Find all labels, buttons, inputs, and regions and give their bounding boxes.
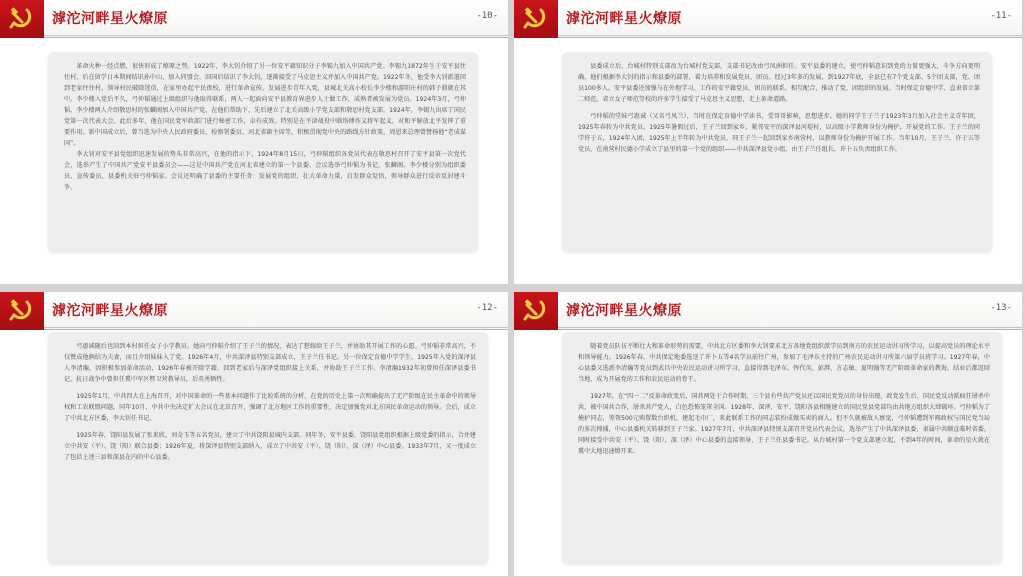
page-number: -11- [990, 11, 1012, 21]
text-card [562, 52, 992, 252]
slide-title: 滹沱河畔星火燎原 [566, 11, 682, 27]
paragraph: 县委成立后，台城村特别支部改为台城村党支部，支部书记改由弓凤洲担任。安平县委的建立，使弓仲韬意识到党的力量更强大，斗争方向更明确。他们根据李大钊的指示和县委的部署，着力培养和发展党员、团员。经过3年多的发展，到1927年底，全县已有7个党支部、5个团支部，党、团员100多人。安平县委还加强与在外地学习、工作的安平籍党员、团员的联系，相互配合，推动了党、团组织的发展。当时保定育德中学、直隶省立第二师范、省立女子师范等校的许多学生接受了马克思主义思想，走上革命道路。 [578, 63, 980, 103]
emblem-box [0, 292, 44, 330]
paragraph: 1927年，在“四一二”反革命政变后，国共两处于合作时期，三个县有些共产党员还以国民党党员的身份出现，政党发生后，国民党反动派疯狂屠杀中共，被中国共合作，屠杀共产党人，白色恐怖笼罩全国。1928年，深泽、安平、饶阳各县相继建立的国民党县党部均由共地方组织大肆破坏。弓仲韬为了掩护同志，筹资500元购置数台织机，建起毛巾厂，来此联系工作的同志装扮成做买卖的商人。但不久就被敌人察觉，弓仲韬遭到军阀政权与国民党当局的多次搜捕，中心县委机关转移到王子兰家。1927年7月，中共深泽县特别支部召开党员代表会议，选举产生了中共深泽县委，隶属中共顺直临时省委，同时接受中共安（平）、饶（阳）、深（泽）中心县委的直接领导，王子兰任县委书记。从台城村第一个党支部建立起，不到4年的时间，革命的星火就在冀中大地迅速燎开来。 [578, 393, 990, 455]
header-divider [558, 35, 1022, 36]
slide-title: 滹沱河畔星火燎原 [52, 11, 168, 27]
slide-header [0, 292, 508, 330]
hammer-sickle-icon [8, 5, 36, 33]
header-accent-line [558, 329, 1022, 330]
paragraph: 随着党员队伍不断壮大和革命形势的需要，中共北方区委和李大钊要求北方各地党组织派学员到南方的农民运动讲习所学习，以提高党员的理论水平和领导能力。1926年春，中共保定地委选送了许卜五等4名学员前往广州，参加了毛泽东主持的广州农民运动讲习所第六届学员班学习。1927年春，中心县委又选派李清瀚等党员到武昌中央农民运动讲习所学习，直接得到毛泽东、恽代英、彭湃、方志敏、夏明翰等无产阶级革命家的教诲。结业后都返回当地，成为开展党的工作和农民运动的骨干。 [578, 343, 990, 383]
header-accent-line [558, 37, 1022, 38]
emblem-box [0, 0, 44, 38]
page-number: -12- [476, 303, 498, 313]
slide-page-13 [514, 292, 1022, 576]
text-card [48, 332, 488, 564]
paragraph: 革命火种一经点燃，很快形成了燎原之势。1922年，李大钊介绍了另一位安平籍知识分子李锡九加入中国共产党。李锡九1872年生于安平县往往村，后在留学日本期间结识孙中山，加入同盟会，回国后结识了李大钊，逐渐接受了马克思主义并加入中国共产党。1922年冬，他受李大钊派遣回到老家往往村，领导村民破除迷信，在家里办起平民夜校，进行革命宣传，发展进步青年入党，县城北关高小校长李少楼和游阳庄村的韩子鼎就在其中。李少楼入党后不久，弓仲韬通过上级组织与他取得联系，两人一起面向安平县教育界进步人士做工作，成熟者被发展为党员。1924年3月，弓仲韬、李少楼两人介绍敬思村的张麟阁加入中国共产党。在他们帮助下，先后建立了北关高级小学党支部和敬思村党支部。1924年，李锡九出席了国民党第一次代表大会。此后多年，他在国民党军政部门进行秘密工作，卓有成效。特别是在平津战役中联络傅作义将军起义，对和平解放北平发挥了重要作用。新中国成立后，曾当选为中央人民政府委员、检察署委员、河北省副主席等，积极贯彻党中央的路线方针政策，周恩来总理曾赞扬他“老成谋国”。 [64, 63, 466, 147]
slide-title: 滹沱河畔星火燎原 [566, 303, 682, 319]
paragraph: 1925年春，饶阳县发展了张来欣、刘金玉等五名党员，建立了中共饶阳县城内支部。同年冬，安平县委、饶阳县党组织根据上级党委的指示，合并建立中共安（平）、饶（阳）联合县委；1926年夏，将深泽县特别支部纳入，成立了中共安（平）、饶（阳）、深（泽）中心县委。1933年7月，又一度成立了包括上述三县和深县在内的中心县委。 [64, 432, 476, 461]
emblem-box [514, 0, 558, 38]
header-divider [44, 327, 508, 328]
slide-header [514, 292, 1022, 330]
paragraph: 弓惠诚随后也回到本村担任女子小学教员。她向弓仲韬介绍了王子兰的情况，表达了想嫁给王子兰，并协助其开展工作的心愿。弓仲韬非常高兴，不仅赞成他俩结为夫妻，而且介绍妹妹入了党。1926年4月，中共深泽县特别支部成立，王子兰任书记。另一位保定育德中学学生、1925年入党的深泽县人李清瀚，因积极参加革命活动，1926年春被开除学籍，回到老家后与深泽党组织接上关系，并协助王子兰工作。李清瀚1932年初曾担任深泽县委书记，抗日战争中曾担任冀中军区暨卫营教导员，后英勇牺牲。 [64, 343, 476, 383]
paragraph: 李大钊对安平县党组织迅速发展的势头非常高兴，在他的指示下，1924年8月15日，弓仲韬组织各党员代表在敬思村召开了安平县第一次党代会，选举产生了中国共产党安平县委员会——这是中国共产党在河北省建立的第一个县委。会议选举弓仲韬为书记，张麟阁、李少楼分别为组织委员、宣传委员，县委机关驻弓仲韬家。会议还明确了县委的主要任务：发展党的组织，壮大革命力量，启发群众觉悟，领导群众进行反帝反封建斗争。 [64, 151, 466, 191]
slide-page-12 [0, 292, 508, 576]
slide-page-10 [0, 0, 508, 284]
paragraph: 1925年1月，中共四大在上海召开，对中国革命的一些基本问题作了比较系统的分析，在党的历史上第一次明确提出了无产阶级在民主革命中的领导权和工农联盟问题。同年10月，中共中央决定扩大会议在北京召开，强调了北方地区工作的重要性，决定加强党对北方国民革命运动的领导。会后，成立了中共北方区委，李大钊任书记。 [64, 393, 476, 422]
hammer-sickle-icon [522, 297, 550, 325]
page-number: -10- [476, 11, 498, 21]
hammer-sickle-icon [522, 5, 550, 33]
slide-page-11 [514, 0, 1022, 284]
emblem-box [514, 292, 558, 330]
paragraph: 弓仲韬的堂妹弓惠诚（又名弓凤兰），当时在保定育德中学读书，受哥哥影响，思想进步。她的同学王子兰于1923年3月加入社会主义青年团，1925年春转为中共党员。1925年暑假过后，王子兰回到家乡，紧邻安平的深泽县河堤村，以高级小学教师身份为掩护，开展党的工作。王子兰的同学许于五，1924年入团，1925年上半年转为中共党员，同王子兰一起回到家乡南营村，以教师身份为掩护开展工作。当年10月，王子兰、许于五等党员，在南营村民德小学成立了县里的第一个党的组织——中共深泽县党小组，由王子兰任组长，许卜五负责组织工作。 [578, 113, 980, 153]
text-card [562, 332, 1002, 564]
header-divider [558, 327, 1022, 328]
header-accent-line [44, 329, 508, 330]
page-number: -13- [990, 303, 1012, 313]
text-card [48, 52, 478, 252]
header-accent-line [44, 37, 508, 38]
hammer-sickle-icon [8, 297, 36, 325]
slide-title: 滹沱河畔星火燎原 [52, 303, 168, 319]
header-divider [44, 35, 508, 36]
slide-header [0, 0, 508, 38]
slide-header [514, 0, 1022, 38]
